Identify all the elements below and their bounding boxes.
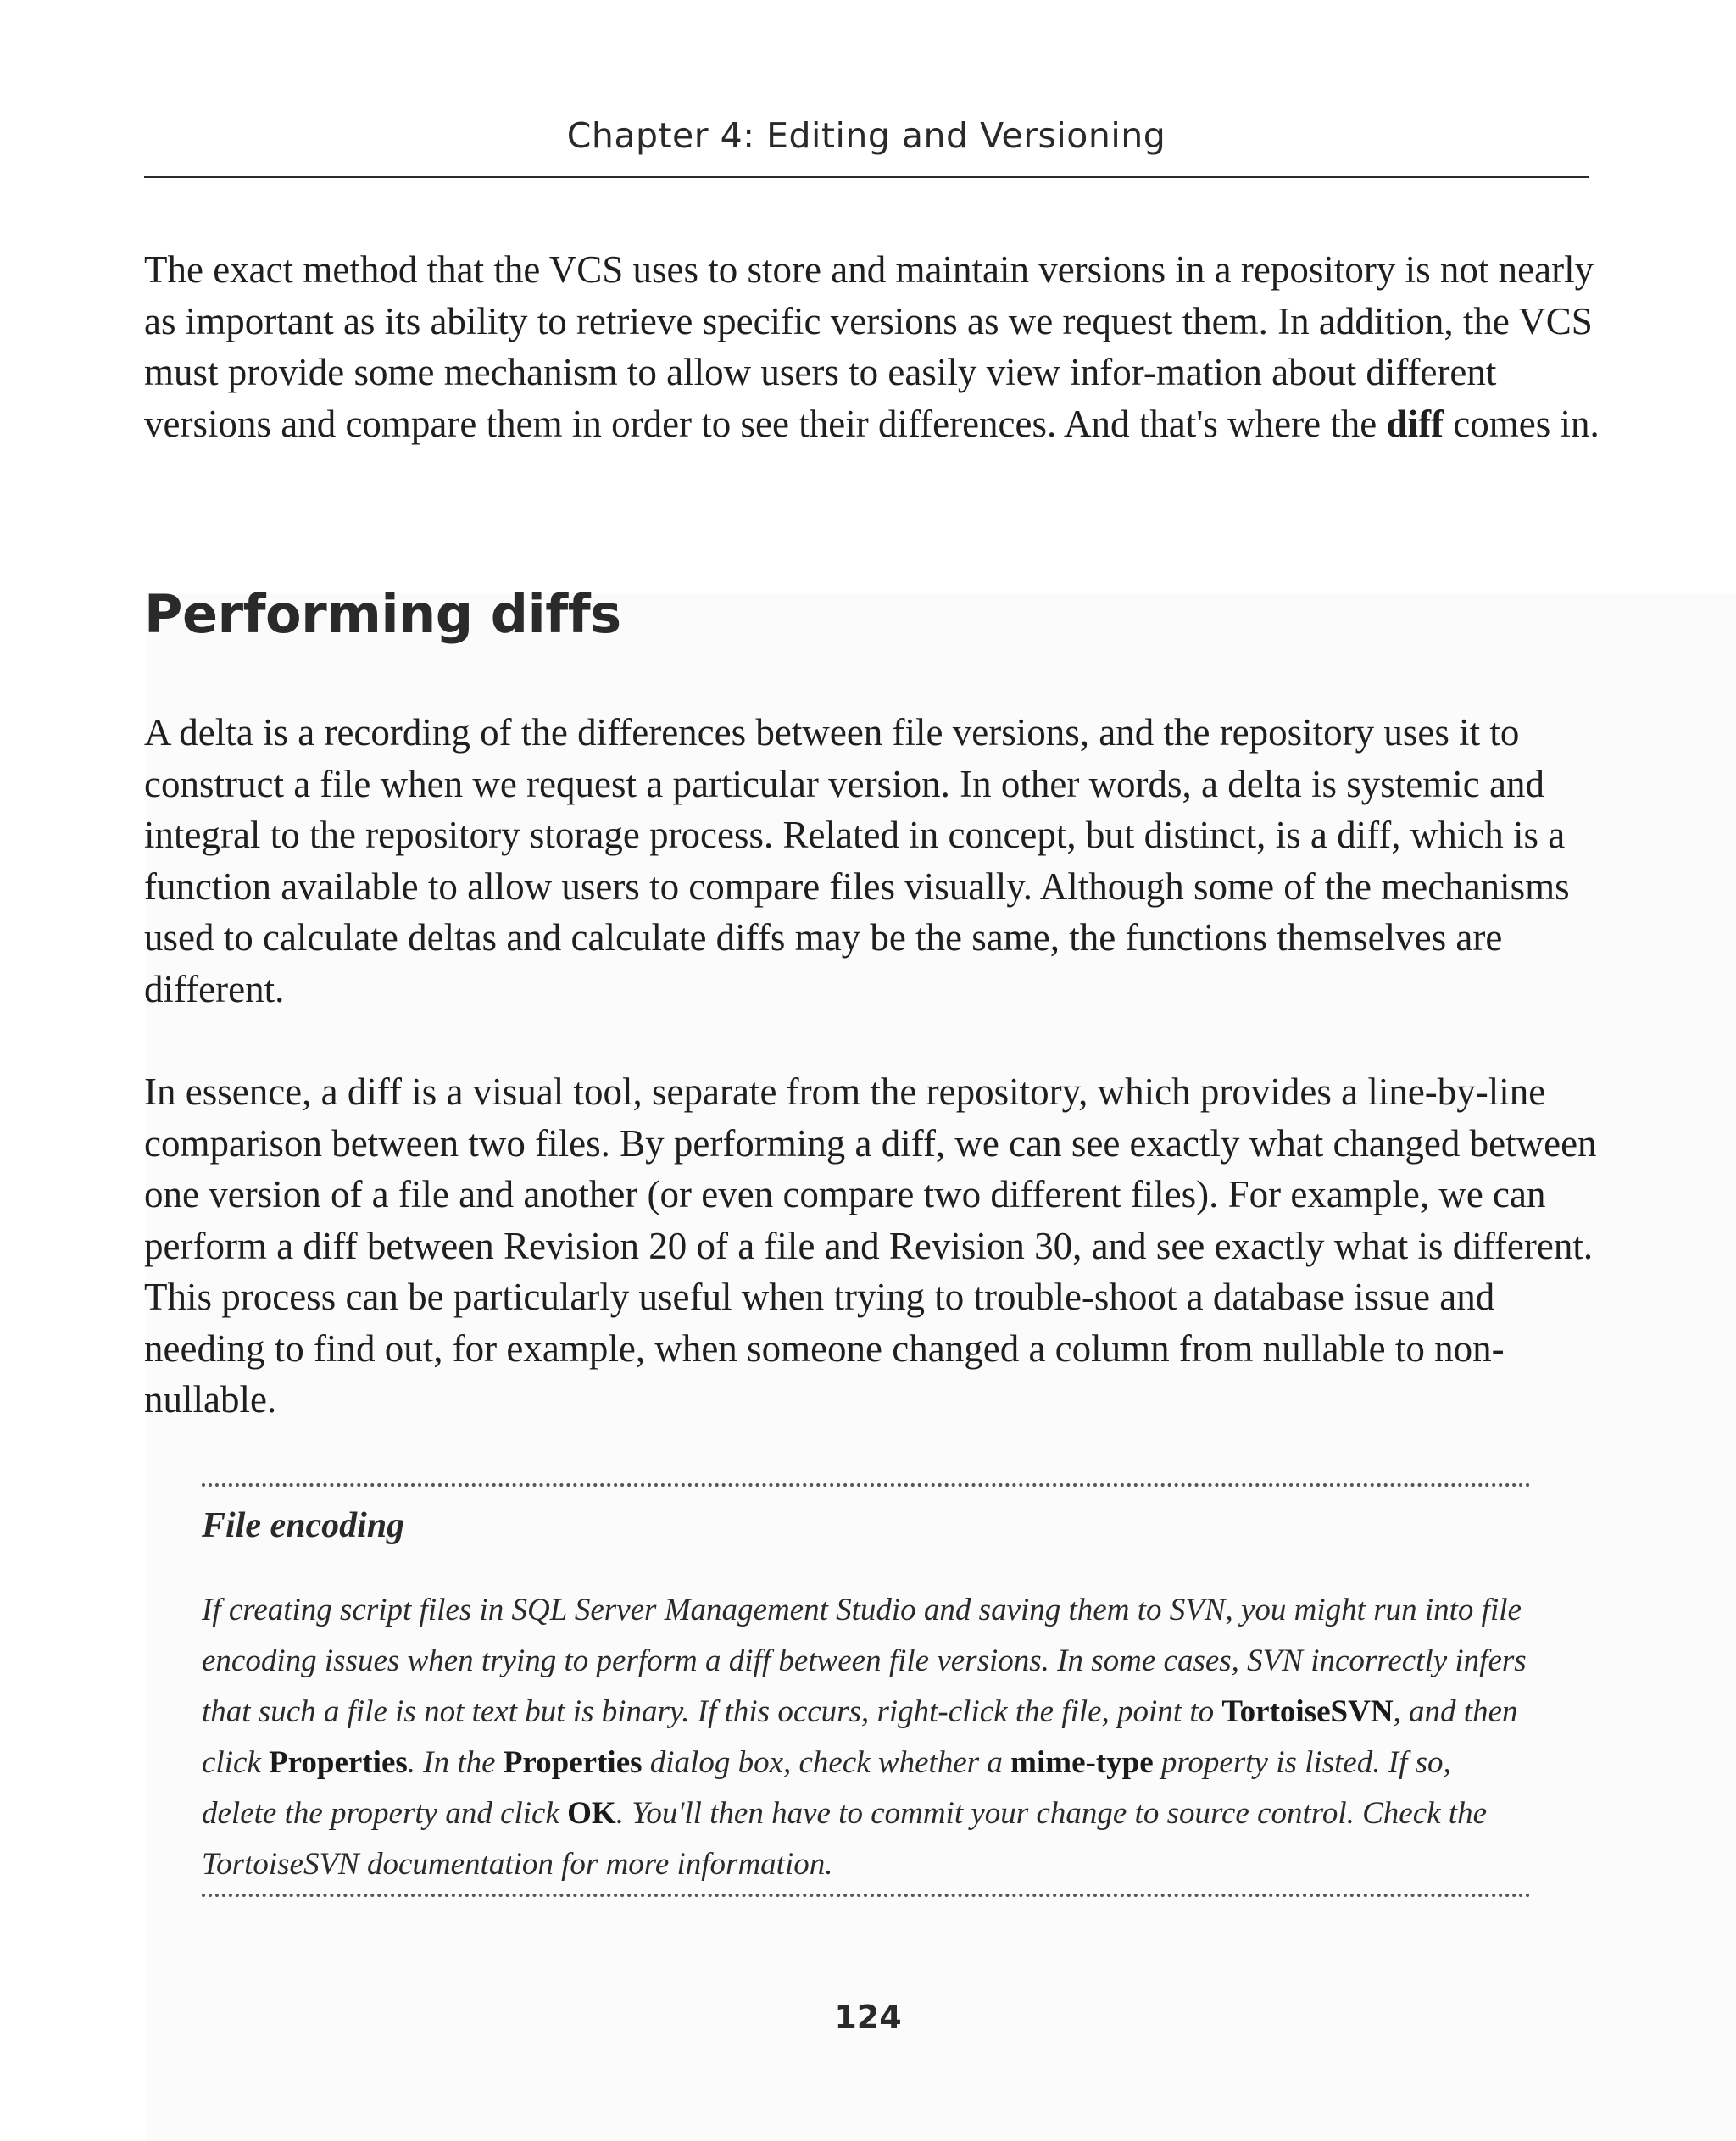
section-heading: Performing diffs: [144, 583, 621, 645]
note-box: [202, 1483, 1531, 1897]
note-text: [202, 1585, 1531, 1890]
note-top-rule: [202, 1483, 1531, 1487]
note-text-part: property is listed. If so, delete the property and click: [202, 1745, 1451, 1831]
note-text-part: , and then click: [202, 1694, 1518, 1780]
note-text-part: . In the: [407, 1745, 504, 1780]
running-header: Chapter 4: Editing and Versioning: [566, 115, 1166, 156]
note-bold-ok: OK: [567, 1796, 616, 1831]
note-bold-tortoisesvn: TortoiseSVN: [1221, 1694, 1394, 1729]
intro-text-start: The exact method that the VCS uses to store and maintain versions in a repository is not nearly as important as its ability to retrieve specific versions as we request them. In addition, the VCS must provide some mechanism to allow users to easily view infor-mation about different versions and compare them in order to see their differences. And that's where the: [144, 248, 1594, 445]
note-bold-mime-type: mime-type: [1010, 1745, 1154, 1780]
note-text-part: dialog box, check whether a: [642, 1745, 1011, 1780]
note-bold-properties-dialog: Properties: [503, 1745, 643, 1780]
intro-bold-term: diff: [1386, 402, 1444, 445]
note-text-part: . You'll then have to commit your change to source control. Check the TortoiseSVN documentation for more information.: [202, 1796, 1487, 1882]
page-number: 124: [834, 1999, 902, 2036]
note-title: File encoding: [202, 1506, 405, 1545]
note-text-part: If creating script files in SQL Server Management Studio and saving them to SVN, you might run into file encoding issues when trying to perform a diff between file versions. In some cases, SVN incorrectly infers that such a file is not text but is binary. If this occurs, right-click the file, point to: [202, 1593, 1527, 1729]
section-paragraph-2: In essence, a diff is a visual tool, separate from the repository, which provides a line-by-line comparison between two files. By performing a diff, we can see exactly what changed between one version of a file and another (or even compare two different files). For example, we can perform a diff between Revision 20 of a file and Revision 30, and see exactly what is different. This process can be particularly useful when trying to trouble-shoot a database issue and needing to find out, for example, when someone changed a column from nullable to non-nullable.: [144, 1070, 1597, 1421]
section-paragraph-1: A delta is a recording of the differences between file versions, and the repository uses it to construct a file when we request a particular version. In other words, a delta is systemic and integral to the repository storage process. Related in concept, but distinct, is a diff, which is a function available to allow users to compare files visually. Although some of the mechanisms used to calculate deltas and calculate diffs may be the same, the functions themselves are different.: [144, 711, 1570, 1010]
intro-paragraph: [144, 244, 1602, 449]
header-rule: [144, 176, 1589, 178]
note-bold-properties: Properties: [269, 1745, 408, 1780]
note-bottom-rule: [202, 1894, 1531, 1897]
intro-text-end: comes in.: [1444, 402, 1600, 445]
